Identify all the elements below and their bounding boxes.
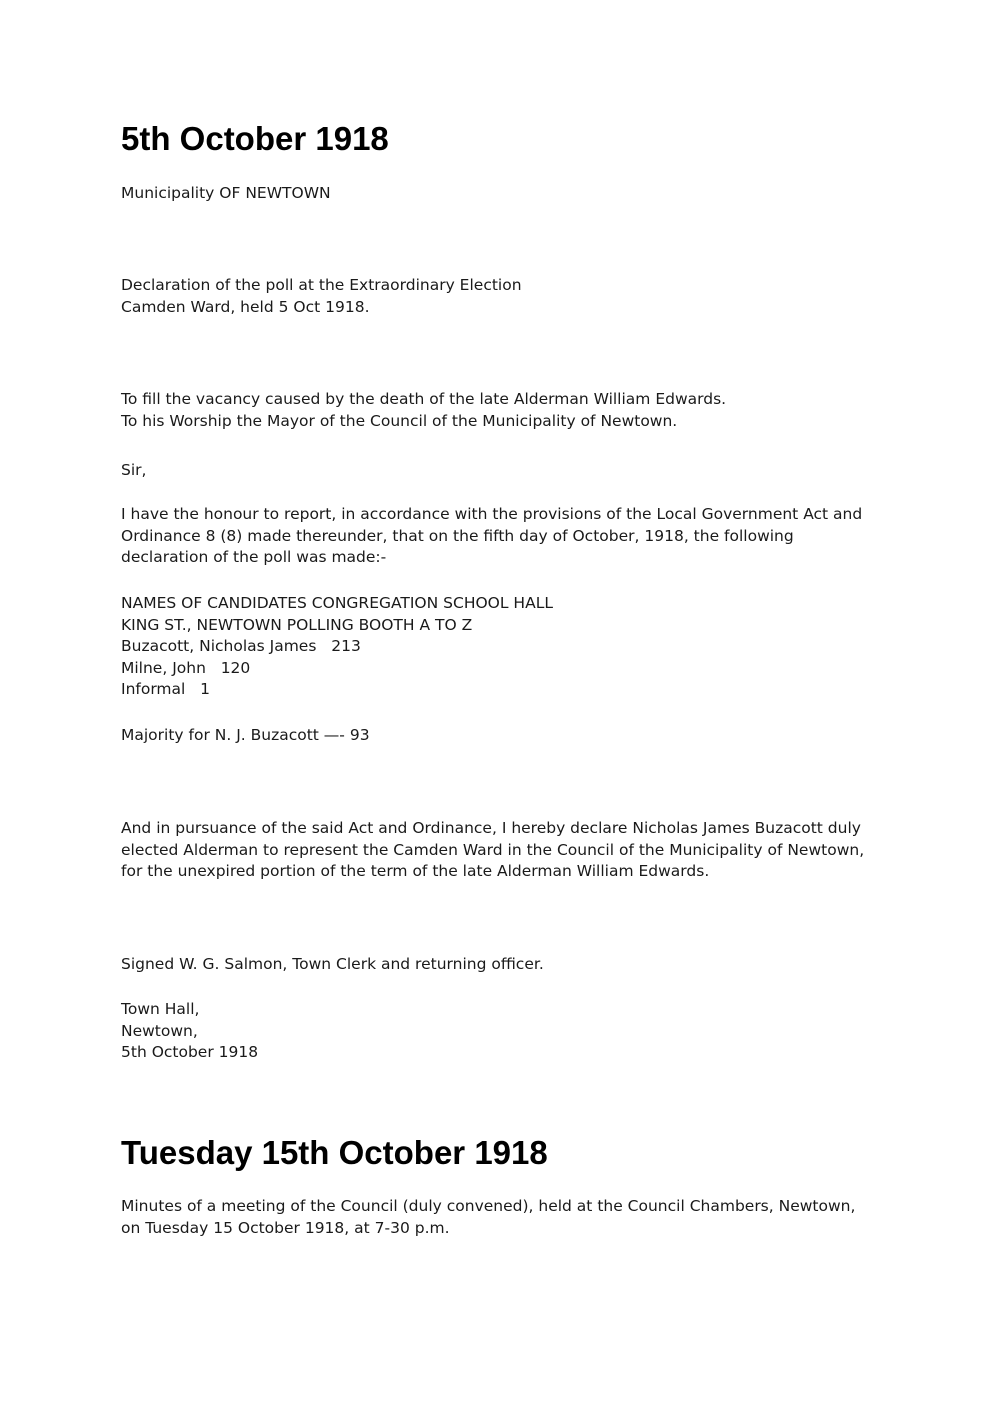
report-line: Ordinance 8 (8) made thereunder, that on the fifth day of October, 1918, the following [121, 526, 794, 545]
section-heading-5th-october: 5th October 1918 [121, 120, 389, 157]
section-heading-15th-october: Tuesday 15th October 1918 [121, 1134, 548, 1171]
candidate-votes: 120 [220, 658, 251, 677]
candidate-votes: 213 [331, 637, 361, 655]
signature-line: Signed W. G. Salmon, Town Clerk and returning officer. [121, 955, 544, 973]
place-line: Newtown, [121, 1021, 198, 1040]
pursuance-paragraph [121, 818, 864, 883]
pursuance-line: And in pursuance of the said Act and Ordinance, I hereby declare Nicholas James Buzacott duly [121, 819, 861, 837]
salutation: Sir, [121, 461, 147, 479]
report-paragraph [121, 504, 862, 569]
candidate-name: Informal [121, 680, 186, 698]
candidate-name: Buzacott, Nicholas James [121, 637, 317, 655]
poll-results [121, 593, 553, 701]
majority-line: Majority for N. J. Buzacott —- 93 [121, 726, 370, 744]
minutes-line: on Tuesday 15 October 1918, at 7-30 p.m. [121, 1218, 450, 1237]
place-line: 5th October 1918 [121, 1043, 259, 1061]
results-header-line: KING ST., NEWTOWN POLLING BOOTH A TO Z [121, 615, 473, 634]
pursuance-line: for the unexpired portion of the term of the late Alderman William Edwards. [121, 862, 710, 880]
result-row [121, 679, 553, 701]
declaration-paragraph [121, 275, 522, 318]
result-row [121, 658, 553, 680]
results-header-line: NAMES OF CANDIDATES CONGREGATION SCHOOL HALL [121, 594, 553, 612]
report-line: I have the honour to report, in accordance with the provisions of the Local Government Act and [121, 505, 863, 523]
place-and-date [121, 999, 258, 1064]
pursuance-line: elected Alderman to represent the Camden Ward in the Council of the Municipality of Newtown, [121, 840, 865, 859]
vacancy-paragraph [121, 389, 726, 432]
candidate-name: Milne, John [121, 658, 206, 677]
declaration-line: Declaration of the poll at the Extraordinary Election [121, 276, 522, 294]
declaration-line: Camden Ward, held 5 Oct 1918. [121, 297, 370, 316]
minutes-paragraph [121, 1196, 855, 1239]
minutes-line: Minutes of a meeting of the Council (duly convened), held at the Council Chambers, Newtown, [121, 1197, 856, 1215]
municipality-title: Municipality OF NEWTOWN [121, 184, 331, 202]
report-line: declaration of the poll was made:- [121, 548, 387, 566]
candidate-votes: 1 [200, 680, 210, 698]
vacancy-line: To his Worship the Mayor of the Council of the Municipality of Newtown. [121, 411, 678, 430]
place-line: Town Hall, [121, 1000, 200, 1018]
result-row [121, 636, 553, 658]
vacancy-line: To fill the vacancy caused by the death of the late Alderman William Edwards. [121, 390, 727, 408]
